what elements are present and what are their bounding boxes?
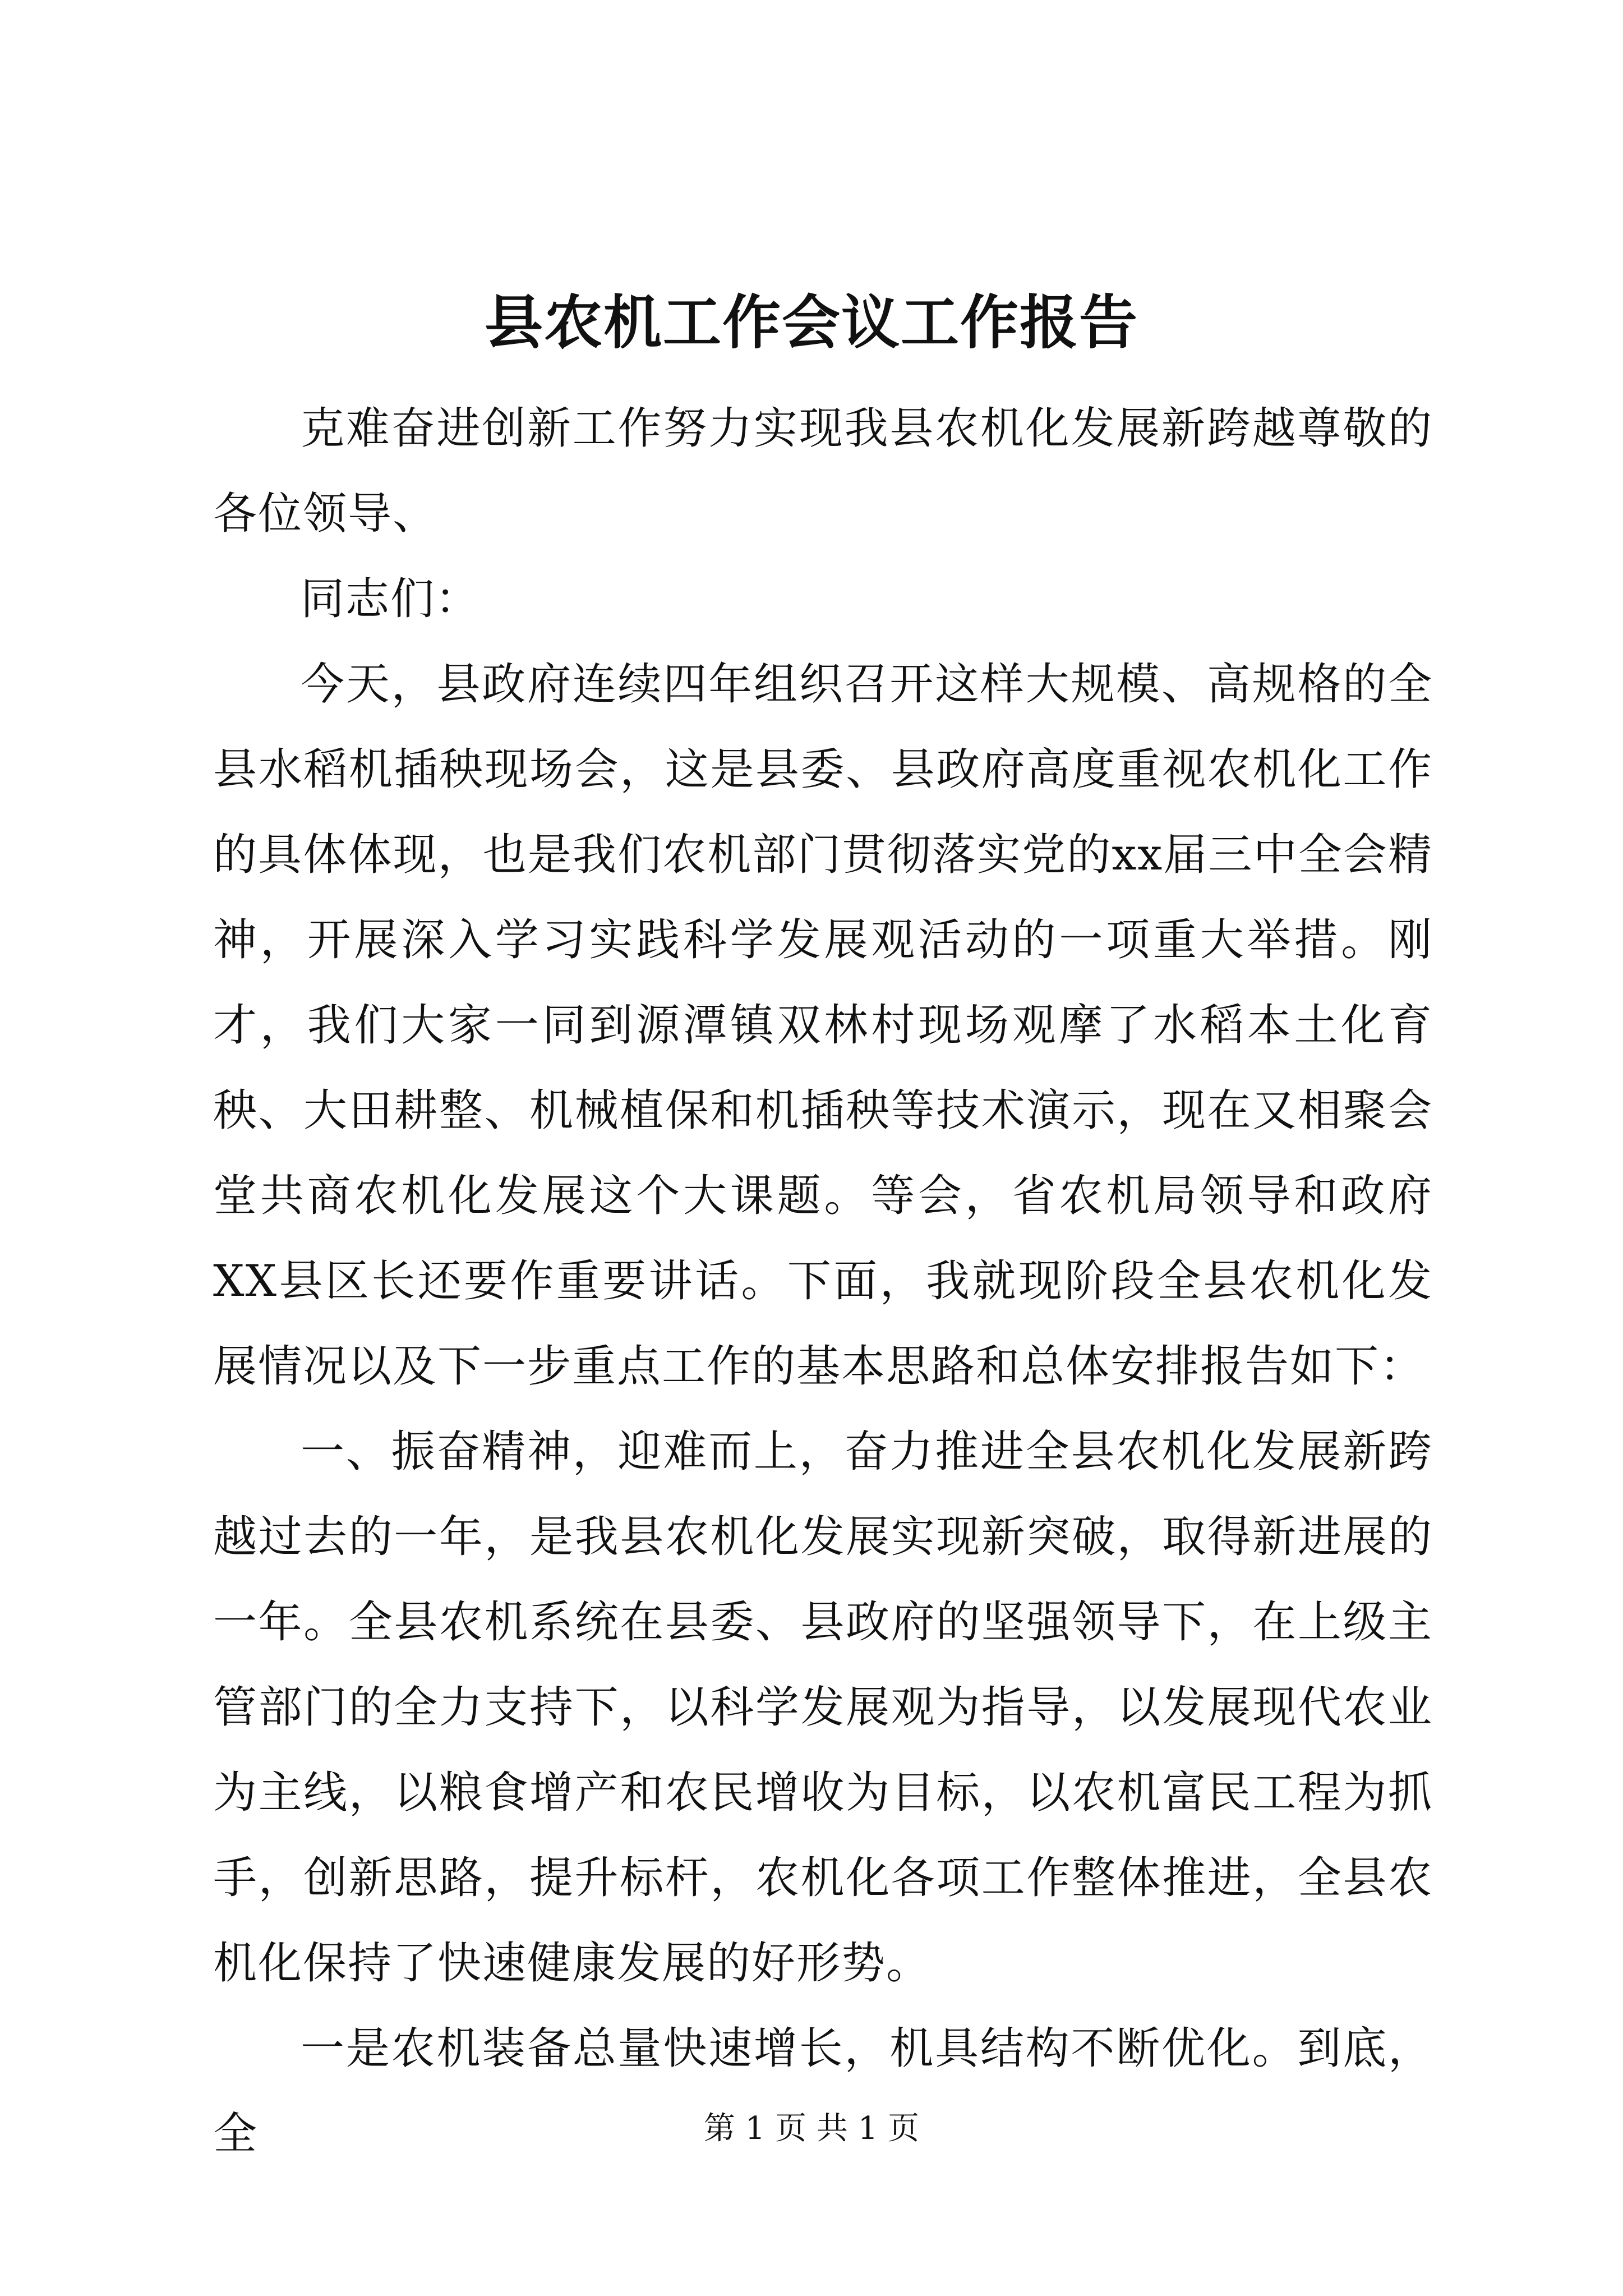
document-body: [213, 386, 1433, 2177]
document-title: 县农机工作会议工作报告: [484, 288, 1138, 357]
paragraph-section-one: 一、振奋精神，迎难而上，奋力推进全县农机化发展新跨越过去的一年，是我县农机化发展实现新突破，取得新进展的一年。全县农机系统在县委、县政府的坚强领导下，在上级主管部门的全力支持下，以科学发展观为指导，以发展现代农业为主线，以粮食增产和农民增收为目标，以农机富民工程为抓手，创新思路，提升标杆，农机化各项工作整体推进，全县农机化保持了快速健康发展的好形势。: [213, 1427, 1433, 1989]
paragraph-introduction: 今天，县政府连续四年组织召开这样大规模、高规格的全县水稻机插秧现场会，这是县委、县政府高度重视农机化工作的具体体现，也是我们农机部门贯彻落实党的xx届三中全会精神，开展深入学习实践科学发展观活动的一项重大举措。刚才，我们大家一同到源潭镇双林村现场观摩了水稻本土化育秧、大田耕整、机械植保和机插秧等技术演示，现在又相聚会堂共商农机化发展这个大课题。等会，省农机局领导和政府XX县区长还要作重要讲话。下面，我就现阶段全县农机化发展情况以及下一步重点工作的基本思路和总体安排报告如下：: [213, 659, 1433, 1392]
page-number-footer: 第 1 页 共 1 页: [703, 2110, 920, 2147]
paragraph-point-one: 一是农机装备总量快速增长，机具结构不断优化。到底，全: [213, 2023, 1433, 2159]
paragraph-salutation: 同志们：: [301, 574, 481, 624]
paragraph-heading-line: 克难奋进创新工作努力实现我县农机化发展新跨越尊敬的各位领导、: [213, 403, 1433, 539]
